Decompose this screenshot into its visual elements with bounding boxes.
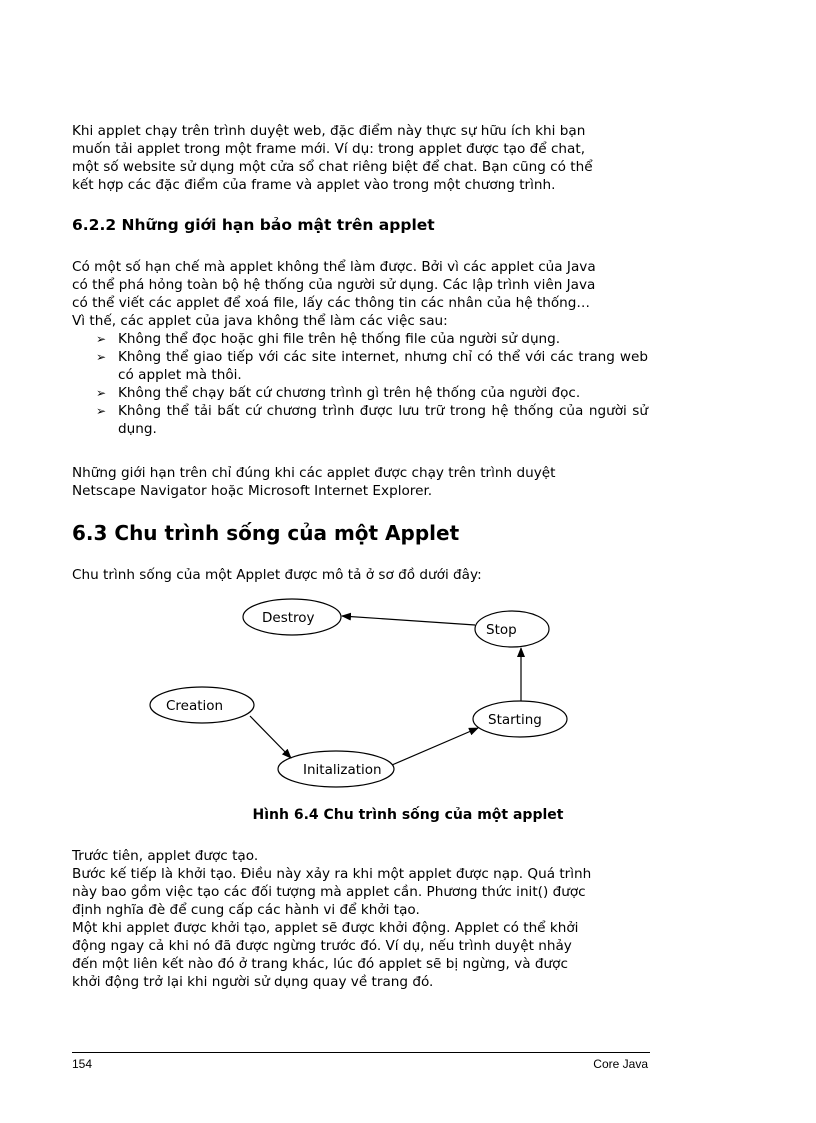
node-creation — [150, 687, 254, 723]
list-item-text: Không thể đọc hoặc ghi file trên hệ thống file của người sử dụng. — [118, 331, 561, 347]
arrow-stop-to-destroy — [342, 616, 475, 625]
node-stop — [475, 611, 549, 647]
section-heading-6-3: 6.3 Chu trình sống của một Applet — [72, 521, 460, 545]
list-item-text: Không thể chạy bất cứ chương trình gì trên hệ thống của người đọc. — [118, 385, 581, 401]
node-initalization-label: Initalization — [303, 762, 382, 778]
list-item — [96, 330, 648, 348]
page-number: 154 — [72, 1057, 93, 1071]
text-line: Vì thế, các applet của java không thể làm các việc sau: — [72, 313, 448, 329]
text-line: Một khi applet được khởi tạo, applet sẽ được khởi động. Applet có thể khởi — [72, 920, 579, 936]
text-line: kết hợp các đặc điểm của frame và applet vào trong một chương trình. — [72, 177, 556, 193]
text-line: Khi applet chạy trên trình duyệt web, đặc điểm này thực sự hữu ích khi bạn — [72, 123, 586, 139]
text-line: đến một liên kết nào đó ở trang khác, lúc đó applet sẽ bị ngừng, và được — [72, 956, 568, 972]
arrow-initalization-to-starting — [392, 728, 478, 765]
section-6-2-2-closing — [72, 464, 648, 500]
section-6-3-intro — [72, 566, 648, 584]
node-starting-label: Starting — [488, 712, 542, 728]
text-line: khởi động trở lại khi người sử dụng quay về trang đó. — [72, 974, 434, 990]
text-line: định nghĩa đè để cung cấp các hành vi để khởi tạo. — [72, 902, 420, 918]
arrow-creation-to-initalization — [250, 716, 291, 758]
text-line: một số website sử dụng một cửa sổ chat riêng biệt để chat. Bạn cũng có thể — [72, 159, 593, 175]
node-destroy-label: Destroy — [262, 610, 315, 626]
applet-lifecycle-diagram — [140, 595, 580, 795]
book-title: Core Java — [593, 1057, 648, 1071]
figure-caption: Hình 6.4 Chu trình sống của một applet — [252, 807, 564, 823]
text-line: Có một số hạn chế mà applet không thể làm được. Bởi vì các applet của Java — [72, 259, 596, 275]
text-line: có thể phá hỏng toàn bộ hệ thống của người sử dụng. Các lập trình viên Java — [72, 277, 596, 293]
text-line: Bước kế tiếp là khởi tạo. Điều này xảy ra khi một applet được nạp. Quá trình — [72, 866, 592, 882]
text-line: này bao gồm việc tạo các đối tượng mà applet cần. Phương thức init() được — [72, 884, 586, 900]
arrow-bullet-icon: ➢ — [96, 404, 107, 418]
arrow-bullet-icon: ➢ — [96, 386, 107, 400]
section-6-2-2-paragraph — [72, 258, 648, 330]
section-6-3-paragraph — [72, 847, 648, 991]
restriction-list — [96, 330, 648, 438]
list-item-text: Không thể giao tiếp với các site internet, nhưng chỉ có thể với các trang web có applet mà thôi. — [118, 349, 648, 383]
node-stop-label: Stop — [486, 622, 517, 638]
text-line: động ngay cả khi nó đã được ngừng trước đó. Ví dụ, nếu trình duyệt nhảy — [72, 938, 572, 954]
node-initalization — [278, 751, 394, 787]
text-line: có thể viết các applet để xoá file, lấy các thông tin các nhân của hệ thống… — [72, 295, 590, 311]
text-line: Chu trình sống của một Applet được mô tả ở sơ đồ dưới đây: — [72, 567, 482, 583]
node-creation-label: Creation — [166, 698, 224, 714]
footer-divider — [72, 1052, 650, 1053]
text-line: Những giới hạn trên chỉ đúng khi các applet được chạy trên trình duyệt — [72, 465, 556, 481]
section-heading-6-2-2: 6.2.2 Những giới hạn bảo mật trên applet — [72, 216, 435, 234]
text-line: Trước tiên, applet được tạo. — [72, 848, 259, 864]
node-starting — [473, 701, 567, 737]
list-item — [96, 348, 648, 384]
node-destroy — [243, 599, 341, 635]
arrow-bullet-icon: ➢ — [96, 350, 107, 364]
text-line: muốn tải applet trong một frame mới. Ví dụ: trong applet được tạo để chat, — [72, 141, 586, 157]
text-line: Netscape Navigator hoặc Microsoft Internet Explorer. — [72, 483, 433, 499]
intro-paragraph — [72, 122, 648, 194]
arrow-bullet-icon: ➢ — [96, 332, 107, 346]
list-item — [96, 384, 648, 402]
list-item-text: Không thể tải bất cứ chương trình được lưu trữ trong hệ thống của người sử dụng. — [118, 403, 648, 437]
list-item — [96, 402, 648, 438]
